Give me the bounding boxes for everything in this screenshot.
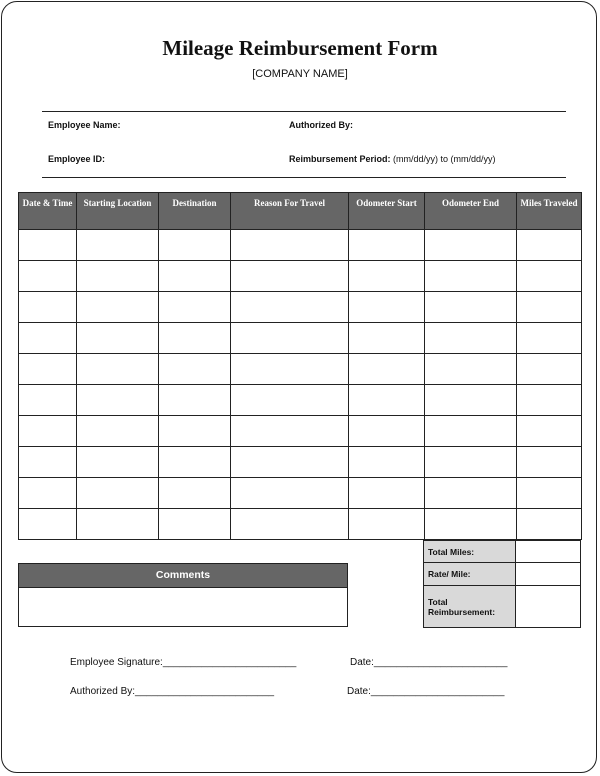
table-cell[interactable] <box>349 261 425 292</box>
table-cell[interactable] <box>517 509 582 540</box>
table-cell[interactable] <box>19 447 77 478</box>
table-cell[interactable] <box>159 261 231 292</box>
table-cell[interactable] <box>77 416 159 447</box>
table-cell[interactable] <box>517 292 582 323</box>
table-cell[interactable] <box>517 416 582 447</box>
table-body <box>19 230 582 540</box>
table-row <box>424 563 581 586</box>
table-cell[interactable] <box>425 416 517 447</box>
table-cell[interactable] <box>159 323 231 354</box>
table-cell[interactable] <box>231 323 349 354</box>
table-cell[interactable] <box>19 261 77 292</box>
header-divider-bottom <box>42 177 566 178</box>
table-row <box>19 385 582 416</box>
column-header: Reason For Travel <box>231 193 349 230</box>
table-cell[interactable] <box>425 323 517 354</box>
table-row <box>19 478 582 509</box>
table-cell[interactable] <box>349 478 425 509</box>
table-cell[interactable] <box>231 385 349 416</box>
column-header: Miles Traveled <box>517 193 582 230</box>
table-cell[interactable] <box>517 447 582 478</box>
table-row <box>19 261 582 292</box>
table-cell[interactable] <box>159 478 231 509</box>
table-cell[interactable] <box>159 416 231 447</box>
rate-mile-label: Rate/ Mile: <box>424 563 516 586</box>
table-row <box>19 416 582 447</box>
table-cell[interactable] <box>19 292 77 323</box>
comments-box <box>18 563 348 627</box>
table-cell[interactable] <box>349 230 425 261</box>
table-row <box>424 541 581 563</box>
column-header: Odometer End <box>425 193 517 230</box>
table-cell[interactable] <box>425 292 517 323</box>
table-cell[interactable] <box>349 416 425 447</box>
table-cell[interactable] <box>19 416 77 447</box>
table-cell[interactable] <box>77 354 159 385</box>
employee-name-field[interactable]: Employee Name: <box>48 120 121 130</box>
table-cell[interactable] <box>517 323 582 354</box>
table-cell[interactable] <box>231 509 349 540</box>
table-cell[interactable] <box>517 478 582 509</box>
total-reimbursement-cell[interactable] <box>516 586 581 628</box>
table-cell[interactable] <box>77 385 159 416</box>
authorized-by-field[interactable]: Authorized By: <box>289 120 353 130</box>
table-cell[interactable] <box>349 385 425 416</box>
table-cell[interactable] <box>77 323 159 354</box>
table-row <box>19 230 582 261</box>
table-cell[interactable] <box>231 416 349 447</box>
table-cell[interactable] <box>159 385 231 416</box>
authorized-by-signature-line[interactable]: Authorized By:_________________________ <box>70 686 275 697</box>
table-row <box>424 586 581 628</box>
table-cell[interactable] <box>77 292 159 323</box>
table-cell[interactable] <box>349 447 425 478</box>
total-miles-cell[interactable] <box>516 541 581 563</box>
table-cell[interactable] <box>231 354 349 385</box>
form-title: Mileage Reimbursement Form <box>162 36 438 60</box>
table-row <box>19 509 582 540</box>
table-cell[interactable] <box>349 509 425 540</box>
table-cell[interactable] <box>19 230 77 261</box>
table-cell[interactable] <box>425 447 517 478</box>
reimbursement-period-field[interactable] <box>289 154 496 164</box>
table-cell[interactable] <box>425 354 517 385</box>
table-cell[interactable] <box>159 230 231 261</box>
table-row <box>19 354 582 385</box>
table-cell[interactable] <box>19 385 77 416</box>
table-cell[interactable] <box>425 478 517 509</box>
table-cell[interactable] <box>77 261 159 292</box>
table-cell[interactable] <box>77 447 159 478</box>
table-cell[interactable] <box>231 478 349 509</box>
table-cell[interactable] <box>231 230 349 261</box>
table-cell[interactable] <box>349 292 425 323</box>
table-cell[interactable] <box>349 323 425 354</box>
table-cell[interactable] <box>77 509 159 540</box>
table-row <box>19 323 582 354</box>
table-cell[interactable] <box>159 354 231 385</box>
table-cell[interactable] <box>77 230 159 261</box>
column-header: Odometer Start <box>349 193 425 230</box>
mileage-log-table <box>18 192 582 540</box>
table-header-row <box>19 193 582 230</box>
table-cell[interactable] <box>19 509 77 540</box>
table-cell[interactable] <box>159 292 231 323</box>
table-cell[interactable] <box>349 354 425 385</box>
table-cell[interactable] <box>425 509 517 540</box>
table-cell[interactable] <box>517 261 582 292</box>
table-cell[interactable] <box>159 509 231 540</box>
comments-header: Comments <box>19 564 347 588</box>
reimbursement-period-label: Reimbursement Period: <box>289 154 391 164</box>
table-cell[interactable] <box>517 354 582 385</box>
table-cell[interactable] <box>425 230 517 261</box>
table-cell[interactable] <box>159 447 231 478</box>
employee-date-line[interactable]: Date:________________________ <box>350 657 508 668</box>
table-cell[interactable] <box>425 261 517 292</box>
employee-id-field[interactable]: Employee ID: <box>48 154 106 164</box>
totals-table <box>423 540 581 628</box>
column-header: Starting Location <box>77 193 159 230</box>
total-reimbursement-label: Total Reimbursement: <box>424 586 516 628</box>
table-cell[interactable] <box>517 385 582 416</box>
comments-field[interactable] <box>19 588 347 627</box>
table-cell[interactable] <box>19 478 77 509</box>
employee-signature-line[interactable]: Employee Signature:________________________ <box>70 657 297 668</box>
table-row <box>19 292 582 323</box>
header-divider-top <box>42 111 566 112</box>
company-name: [COMPANY NAME] <box>252 68 348 80</box>
table-row <box>19 447 582 478</box>
table-cell[interactable] <box>425 385 517 416</box>
reimbursement-period-value: (mm/dd/yy) to (mm/dd/yy) <box>393 154 496 164</box>
column-header: Date & Time <box>19 193 77 230</box>
column-header: Destination <box>159 193 231 230</box>
table-cell[interactable] <box>231 261 349 292</box>
table-cell[interactable] <box>19 323 77 354</box>
authorized-date-line[interactable]: Date:________________________ <box>347 686 505 697</box>
table-cell[interactable] <box>231 447 349 478</box>
table-cell[interactable] <box>517 230 582 261</box>
table-cell[interactable] <box>19 354 77 385</box>
total-miles-label: Total Miles: <box>424 541 516 563</box>
rate-mile-cell[interactable] <box>516 563 581 586</box>
table-cell[interactable] <box>77 478 159 509</box>
table-cell[interactable] <box>231 292 349 323</box>
